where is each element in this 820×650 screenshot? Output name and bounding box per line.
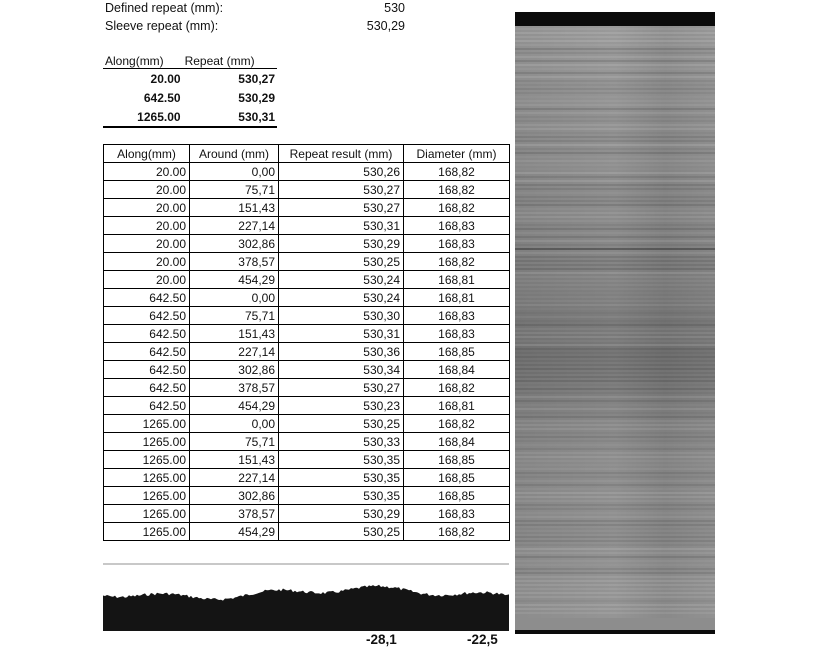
table-cell: 20.00 [104, 235, 190, 253]
table-row [104, 433, 510, 451]
table-cell: 75,71 [190, 307, 279, 325]
scan-stripe [515, 100, 715, 102]
table-cell: 20.00 [104, 253, 190, 271]
scan-stripe [515, 168, 715, 170]
table-cell: 168,85 [404, 469, 510, 487]
table-cell: 168,82 [404, 379, 510, 397]
scan-stripe [515, 436, 715, 438]
scan-stripe [515, 276, 715, 278]
table-cell: 227,14 [190, 469, 279, 487]
scan-stripe [515, 408, 715, 410]
table-cell: 168,83 [404, 307, 510, 325]
profile-baseline [103, 563, 509, 565]
scan-stripe [515, 200, 715, 202]
table-cell: 530,30 [279, 307, 404, 325]
table-cell: 530,29 [279, 505, 404, 523]
scan-stripe [515, 144, 715, 146]
scan-stripe [515, 568, 715, 570]
scan-stripe [515, 124, 715, 126]
table-cell: 75,71 [190, 181, 279, 199]
scan-stripe [515, 428, 715, 430]
scan-stripe [515, 52, 715, 54]
scan-stripe [515, 572, 715, 574]
scan-stripe [515, 600, 715, 602]
table-cell: 454,29 [190, 523, 279, 541]
scan-stripe [515, 288, 715, 290]
scan-stripe [515, 356, 715, 358]
scan-stripe [515, 536, 715, 538]
summary-column-header-0: Along(mm) [103, 53, 183, 69]
scan-stripe [515, 352, 715, 354]
scan-stripe [515, 84, 715, 86]
table-cell: 227,14 [190, 343, 279, 361]
scan-stripe [515, 612, 715, 614]
table-cell: 530,31 [279, 325, 404, 343]
scan-stripe [515, 556, 715, 558]
scan-stripe [515, 148, 715, 150]
scan-stripe [515, 452, 715, 454]
scan-stripe [515, 548, 715, 550]
table-cell: 168,82 [404, 163, 510, 181]
scan-stripe [515, 96, 715, 98]
scan-stripe [515, 368, 715, 370]
table-cell: 530,31 [279, 217, 404, 235]
scan-stripe [515, 584, 715, 586]
scan-stripe [515, 424, 715, 426]
scan-stripe [515, 140, 715, 142]
scan-stripe [515, 340, 715, 342]
table-cell: 642.50 [104, 307, 190, 325]
table-row [104, 415, 510, 433]
scan-stripe [515, 480, 715, 482]
table-cell: 168,84 [404, 433, 510, 451]
scan-stripe [515, 492, 715, 494]
table-row [104, 163, 510, 181]
profile-value-left: -28,1 [366, 632, 397, 647]
detail-column-header-3: Diameter (mm) [404, 145, 510, 163]
scan-stripe [515, 560, 715, 562]
scan-stripe [515, 400, 715, 402]
defined-repeat-label: Defined repeat (mm): [105, 1, 224, 15]
table-cell: 642.50 [143, 90, 181, 105]
scan-stripe [515, 228, 715, 230]
table-cell: 302,86 [190, 361, 279, 379]
table-cell: 530,34 [279, 361, 404, 379]
table-cell: 454,29 [190, 271, 279, 289]
scan-stripe [515, 592, 715, 594]
scan-stripe [515, 216, 715, 218]
table-cell: 168,83 [404, 235, 510, 253]
table-row [103, 69, 277, 89]
scan-stripe [515, 364, 715, 366]
table-row [104, 235, 510, 253]
scan-stripe [515, 268, 715, 270]
table-cell: 530,36 [279, 343, 404, 361]
scan-stripe [515, 80, 715, 82]
scan-stripe [515, 212, 715, 214]
table-cell: 20.00 [104, 271, 190, 289]
scan-stripe [515, 224, 715, 226]
scan-stripe [515, 432, 715, 434]
scan-stripe [515, 56, 715, 58]
table-cell: 20.00 [104, 181, 190, 199]
table-cell: 530,35 [279, 469, 404, 487]
scan-stripe [515, 156, 715, 158]
table-cell: 1265.00 [104, 451, 190, 469]
table-row [104, 397, 510, 415]
table-cell: 530,33 [279, 433, 404, 451]
scan-stripe [515, 112, 715, 114]
table-cell: 168,81 [404, 289, 510, 307]
scan-stripe [515, 244, 715, 246]
scan-top-bar [515, 12, 715, 26]
table-cell: 642.50 [104, 343, 190, 361]
table-row [103, 107, 277, 127]
scan-stripe [515, 320, 715, 322]
scan-stripe [515, 64, 715, 66]
scan-stripe [515, 552, 715, 554]
table-cell: 530,25 [279, 253, 404, 271]
table-cell: 0,00 [190, 415, 279, 433]
table-cell: 1265.00 [104, 523, 190, 541]
scan-stripe [515, 172, 715, 174]
table-cell: 378,57 [190, 253, 279, 271]
scan-stripe [515, 456, 715, 458]
table-cell: 530,24 [279, 289, 404, 307]
table-cell: 168,82 [404, 253, 510, 271]
table-row [104, 181, 510, 199]
profile-fill [103, 585, 509, 631]
scan-stripe [515, 132, 715, 134]
detail-header-row [104, 145, 510, 163]
summary-column-header-1: Repeat (mm) [183, 53, 277, 69]
scan-stripe [515, 40, 715, 42]
scan-stripe [515, 344, 715, 346]
scan-stripe [515, 264, 715, 266]
table-cell: 20.00 [104, 199, 190, 217]
scan-stripe [515, 532, 715, 534]
scan-stripe [515, 416, 715, 418]
table-cell: 75,71 [190, 433, 279, 451]
scan-stripe [515, 260, 715, 262]
table-cell: 20.00 [150, 71, 181, 86]
scan-stripe [515, 504, 715, 506]
scan-stripe [515, 472, 715, 474]
scan-stripe [515, 68, 715, 70]
scan-stripe [515, 528, 715, 530]
table-row [104, 451, 510, 469]
scan-stripe [515, 476, 715, 478]
scan-stripe [515, 576, 715, 578]
scan-stripe [515, 184, 715, 186]
table-row [104, 487, 510, 505]
table-row [104, 199, 510, 217]
profile-value-right: -22,5 [467, 632, 498, 647]
scan-stripe [515, 300, 715, 302]
scan-stripe [515, 208, 715, 210]
scan-stripe [515, 240, 715, 242]
scan-stripe [515, 468, 715, 470]
table-cell: 530,24 [279, 271, 404, 289]
scan-stripe [515, 328, 715, 330]
table-cell: 0,00 [190, 289, 279, 307]
scan-stripe [515, 524, 715, 526]
scan-stripe [515, 312, 715, 314]
table-cell: 530,27 [279, 199, 404, 217]
scan-stripe [515, 108, 715, 110]
table-cell: 151,43 [190, 325, 279, 343]
scan-stripe [515, 72, 715, 74]
table-cell: 530,27 [279, 379, 404, 397]
table-cell: 378,57 [190, 379, 279, 397]
scan-stripe [515, 380, 715, 382]
scan-stripe [515, 460, 715, 462]
table-cell: 530,29 [279, 235, 404, 253]
scan-stripe [515, 608, 715, 610]
scan-stripe [515, 508, 715, 510]
scan-stripe [515, 292, 715, 294]
scan-stripe [515, 196, 715, 198]
scan-stripe [515, 520, 715, 522]
table-cell: 168,85 [404, 487, 510, 505]
scan-stripe [515, 204, 715, 206]
scan-stripe [515, 448, 715, 450]
table-cell: 454,29 [190, 397, 279, 415]
table-cell: 530,35 [279, 451, 404, 469]
scan-stripe [515, 404, 715, 406]
table-cell: 1265.00 [104, 469, 190, 487]
scan-stripe [515, 120, 715, 122]
scan-stripe [515, 164, 715, 166]
table-cell: 302,86 [190, 235, 279, 253]
scan-stripe [515, 188, 715, 190]
scan-stripe [515, 48, 715, 50]
table-cell: 151,43 [190, 451, 279, 469]
table-cell: 227,14 [190, 217, 279, 235]
scan-stripe [515, 396, 715, 398]
scan-stripe [515, 236, 715, 238]
table-row [104, 343, 510, 361]
scan-stripe [515, 304, 715, 306]
detail-column-header-1: Around (mm) [190, 145, 279, 163]
table-cell: 1265.00 [103, 107, 183, 127]
surface-profile-graph [103, 563, 509, 631]
scan-stripe [515, 544, 715, 546]
table-row [104, 325, 510, 343]
scan-stripe [515, 596, 715, 598]
scan-stripe [515, 92, 715, 94]
scan-stripe [515, 232, 715, 234]
table-row [104, 469, 510, 487]
table-cell: 168,82 [404, 523, 510, 541]
scan-stripe [515, 388, 715, 390]
table-cell: 20.00 [104, 217, 190, 235]
scan-stripe [515, 324, 715, 326]
table-cell: 530,31 [183, 107, 277, 127]
table-cell: 168,81 [404, 271, 510, 289]
scan-stripe [515, 44, 715, 46]
table-row [104, 217, 510, 235]
table-row [103, 88, 277, 107]
scan-stripe [515, 540, 715, 542]
scan-stripe [515, 392, 715, 394]
table-cell: 1265.00 [104, 415, 190, 433]
scan-bottom-bar [515, 630, 715, 634]
table-cell: 530,25 [279, 415, 404, 433]
scan-stripe [515, 564, 715, 566]
scan-stripe [515, 272, 715, 274]
table-cell: 642.50 [104, 289, 190, 307]
scan-stripe [515, 256, 715, 258]
scan-stripe [515, 28, 715, 30]
table-row [104, 253, 510, 271]
summary-header-row [103, 53, 277, 69]
scan-stripe [515, 296, 715, 298]
defined-repeat-value: 530 [384, 1, 405, 15]
table-cell: 642.50 [104, 397, 190, 415]
table-row [104, 379, 510, 397]
table-cell: 642.50 [104, 325, 190, 343]
scan-stripe [515, 308, 715, 310]
scan-stripe [515, 516, 715, 518]
table-cell: 642.50 [104, 379, 190, 397]
table-cell: 168,83 [404, 325, 510, 343]
scan-stripe [515, 316, 715, 318]
scan-stripe [515, 512, 715, 514]
table-cell: 168,82 [404, 199, 510, 217]
table-cell: 530,23 [279, 397, 404, 415]
scan-stripe [515, 384, 715, 386]
table-cell: 1265.00 [104, 487, 190, 505]
table-cell: 378,57 [190, 505, 279, 523]
table-row [104, 307, 510, 325]
scan-stripe [515, 376, 715, 378]
scan-stripe [515, 252, 715, 254]
table-cell: 530,35 [279, 487, 404, 505]
table-row [104, 289, 510, 307]
scan-stripe [515, 280, 715, 282]
table-cell: 1265.00 [104, 505, 190, 523]
scan-stripe [515, 128, 715, 130]
scan-stripe [515, 88, 715, 90]
scan-stripe [515, 76, 715, 78]
scan-stripe [515, 60, 715, 62]
scan-stripe [515, 284, 715, 286]
table-cell: 530,26 [279, 163, 404, 181]
scan-stripe [515, 484, 715, 486]
scan-stripe [515, 488, 715, 490]
scan-stripe [515, 588, 715, 590]
scan-stripe [515, 336, 715, 338]
table-cell: 530,27 [279, 181, 404, 199]
table-row [104, 505, 510, 523]
scan-stripe [515, 192, 715, 194]
detail-column-header-2: Repeat result (mm) [279, 145, 404, 163]
scan-stripe [515, 176, 715, 178]
scan-stripe [515, 500, 715, 502]
scan-stripe [515, 136, 715, 138]
table-cell: 168,84 [404, 361, 510, 379]
scan-stripe [515, 220, 715, 222]
scan-stripe [515, 116, 715, 118]
table-cell: 168,85 [404, 343, 510, 361]
table-cell: 302,86 [190, 487, 279, 505]
scan-stripe [515, 360, 715, 362]
scan-stripe [515, 32, 715, 34]
scan-stripe [515, 604, 715, 606]
table-row [104, 361, 510, 379]
scan-stripe [515, 464, 715, 466]
table-cell: 168,83 [404, 505, 510, 523]
scan-stripe [515, 440, 715, 442]
repeat-detail-table [103, 144, 510, 541]
scan-seam-line [515, 248, 715, 250]
detail-column-header-0: Along(mm) [104, 145, 190, 163]
scan-stripe [515, 412, 715, 414]
sleeve-repeat-label: Sleeve repeat (mm): [105, 19, 219, 33]
table-cell: 151,43 [190, 199, 279, 217]
table-cell: 168,83 [404, 217, 510, 235]
scan-stripe [515, 332, 715, 334]
scan-stripe [515, 180, 715, 182]
table-cell: 530,25 [279, 523, 404, 541]
scan-stripe [515, 444, 715, 446]
table-cell: 20.00 [104, 163, 190, 181]
table-cell: 168,81 [404, 397, 510, 415]
table-row [104, 271, 510, 289]
sleeve-scan-image [515, 12, 715, 634]
table-cell: 530,27 [238, 71, 275, 86]
table-cell: 530,29 [238, 90, 275, 105]
table-cell: 168,85 [404, 451, 510, 469]
scan-stripe [515, 372, 715, 374]
table-row [104, 523, 510, 541]
sleeve-repeat-value: 530,29 [366, 19, 405, 33]
scan-stripe [515, 348, 715, 350]
scan-stripe [515, 160, 715, 162]
scan-stripe [515, 496, 715, 498]
table-cell: 168,82 [404, 181, 510, 199]
scan-stripe [515, 152, 715, 154]
scan-stripe [515, 580, 715, 582]
scan-stripe [515, 36, 715, 38]
scan-stripe [515, 104, 715, 106]
scan-stripe [515, 420, 715, 422]
table-cell: 0,00 [190, 163, 279, 181]
table-cell: 1265.00 [104, 433, 190, 451]
repeat-summary-table [103, 53, 277, 128]
table-cell: 642.50 [104, 361, 190, 379]
table-cell: 168,82 [404, 415, 510, 433]
